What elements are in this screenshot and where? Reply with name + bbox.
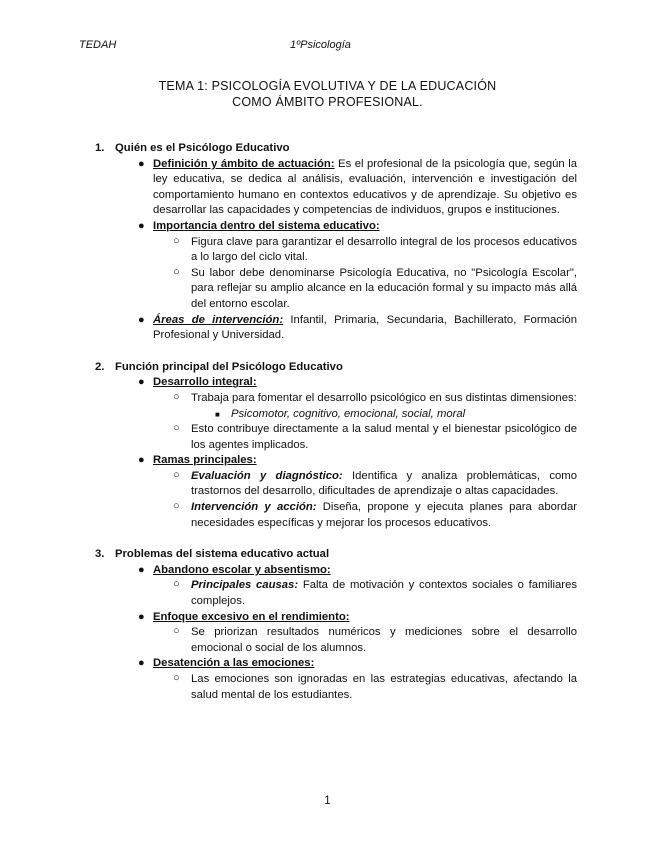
section-title: Problemas del sistema educativo actual	[115, 548, 330, 561]
sub-list-item	[95, 266, 577, 313]
section-3	[95, 547, 577, 703]
list-item	[95, 313, 577, 344]
sub-list-item	[95, 500, 577, 531]
title-line-2: COMO ÁMBITO PROFESIONAL.	[232, 95, 423, 109]
item-text: Figura clave para garantizar el desarrollo integral de los procesos educativos a lo largo del ciclo vital.	[191, 235, 577, 264]
section-heading	[95, 360, 577, 376]
item-text: Se priorizan resultados numéricos y mediciones sobre el desarrollo emocional o social de los alumnos.	[191, 626, 577, 654]
sub-list-item	[95, 469, 577, 500]
hollow-bullet-icon: ○	[173, 672, 180, 684]
title-line-1: TEMA 1: PSICOLOGÍA EVOLUTIVA Y DE LA EDUCACIÓN	[158, 79, 497, 93]
hollow-bullet-icon: ○	[173, 625, 180, 638]
bullet-icon: ●	[138, 313, 145, 326]
bullet-icon: ●	[138, 657, 145, 670]
section-heading	[95, 547, 577, 563]
item-label: Ramas principales:	[153, 454, 257, 467]
section-title: Función principal del Psicólogo Educativo	[115, 360, 343, 373]
item-label: Áreas de intervención:	[153, 313, 284, 326]
hollow-bullet-icon: ○	[173, 390, 180, 403]
sub-list-item	[95, 422, 577, 453]
square-bullet-icon: ■	[215, 409, 220, 419]
bullet-icon: ●	[138, 219, 145, 232]
item-text: Su labor debe denominarse Psicología Educativa, no "Psicología Escolar", para reflejar su amplio alcance en la educación formal y su impacto más allá del entorno escolar.	[191, 266, 577, 310]
item-label: Enfoque excesivo en el rendimiento:	[153, 610, 350, 623]
item-text: Es el profesional de la psicología que, según la ley educativa, se dedica al análisis, evaluación, intervención e investigación del comportamiento humano en contextos educativos y de aprendizaje. Su objetivo es desarrollar las capacidades y competencias de individuos, grupos e instituciones.	[153, 157, 577, 217]
hollow-bullet-icon: ○	[173, 468, 180, 481]
item-text: Esto contribuye directamente a la salud mental y el bienestar psicológico de los agentes implicados.	[191, 423, 577, 451]
bullet-icon: ●	[138, 610, 145, 623]
hollow-bullet-icon: ○	[173, 422, 180, 435]
bullet-icon: ●	[138, 563, 145, 576]
sub-list-item	[95, 625, 577, 656]
item-label: Importancia dentro del sistema educativo:	[153, 219, 380, 232]
bullet-icon: ●	[138, 157, 145, 170]
hollow-bullet-icon: ○	[173, 265, 180, 278]
item-text: Psicomotor, cognitivo, emocional, social, moral	[231, 407, 466, 420]
list-item	[95, 656, 577, 672]
item-label: Principales causas:	[191, 579, 299, 592]
item-text: Las emociones son ignoradas en las estrategias educativas, afectando la salud mental de los estudiantes.	[191, 673, 577, 701]
sub-list-item	[95, 672, 577, 703]
list-item	[95, 219, 577, 235]
list-item	[95, 157, 577, 219]
item-text: Diseña, propone y ejecuta planes para abordar necesidades específicas y mejorar los procesos educativos.	[191, 501, 577, 529]
item-label: Abandono escolar y absentismo:	[153, 563, 331, 576]
item-text: Falta de motivación y contextos sociales o familiares complejos.	[191, 579, 577, 608]
section-title: Quién es el Psicólogo Educativo	[115, 142, 290, 154]
sub-list-item	[95, 578, 577, 609]
item-label: Definición y ámbito de actuación:	[153, 157, 335, 170]
item-label: Desarrollo integral:	[153, 376, 257, 389]
hollow-bullet-icon: ○	[173, 578, 180, 591]
hollow-bullet-icon: ○	[173, 500, 180, 513]
header-center: 1ºPsicología	[290, 39, 351, 51]
list-item	[95, 375, 577, 391]
section-number: 2.	[95, 360, 105, 373]
item-label: Evaluación y diagnóstico:	[191, 469, 343, 482]
document-body	[95, 141, 577, 719]
header-left: TEDAH	[79, 39, 117, 51]
section-1	[95, 141, 577, 344]
document-title	[0, 78, 655, 110]
item-text: Infantil, Primaria, Secundaria, Bachillerato, Formación Profesional y Universidad.	[153, 313, 577, 342]
item-label: Intervención y acción:	[191, 501, 317, 514]
list-item	[95, 610, 577, 626]
page-number: 1	[324, 795, 331, 807]
item-label: Desatención a las emociones:	[153, 657, 315, 670]
sub-list-item	[95, 235, 577, 266]
item-text: Identifica y analiza problemáticas, como trastornos del desarrollo, dificultades de aprendizaje o altas capacidades.	[191, 469, 577, 498]
bullet-icon: ●	[138, 454, 145, 467]
list-item	[95, 563, 577, 579]
section-number: 1.	[95, 142, 105, 154]
section-heading	[95, 141, 577, 157]
sub-sub-list-item	[95, 407, 577, 423]
section-number: 3.	[95, 548, 105, 561]
hollow-bullet-icon: ○	[173, 234, 180, 247]
section-2	[95, 360, 577, 532]
item-text: Trabaja para fomentar el desarrollo psicológico en sus distintas dimensiones:	[191, 391, 577, 404]
sub-list-item	[95, 391, 577, 407]
bullet-icon: ●	[138, 376, 145, 389]
list-item	[95, 453, 577, 469]
